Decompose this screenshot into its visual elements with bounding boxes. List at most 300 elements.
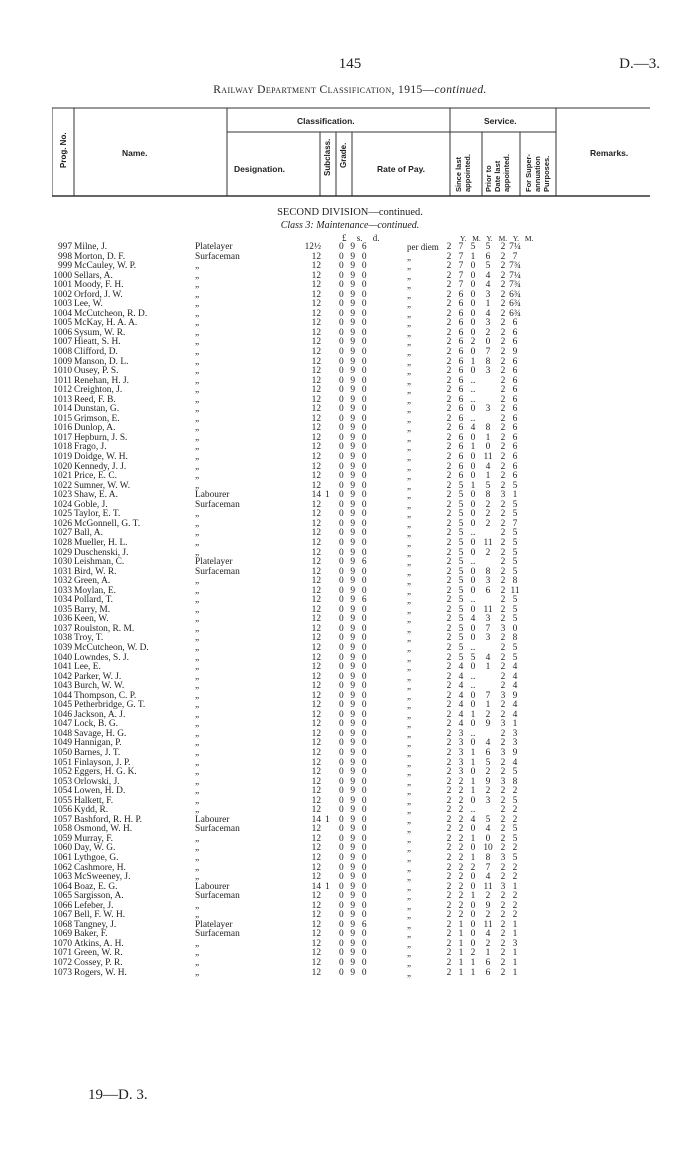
header-designation: Designation. bbox=[234, 164, 286, 174]
designation: „ bbox=[195, 738, 200, 749]
since-years: 2 bbox=[446, 843, 452, 854]
prog-no: 1052 bbox=[53, 767, 72, 778]
subclass: 14 bbox=[311, 814, 321, 825]
prog-no: 1050 bbox=[53, 747, 72, 758]
rate-of-pay: 0 9 0 bbox=[339, 394, 369, 405]
name: Bashford, R. H. P. bbox=[74, 814, 142, 825]
grade bbox=[325, 644, 339, 654]
rate-of-pay: 0 9 0 bbox=[339, 747, 369, 758]
since-years: 2 bbox=[446, 509, 452, 520]
subclass: 12 bbox=[311, 747, 321, 758]
grade bbox=[325, 405, 339, 415]
since-years: 2 bbox=[446, 413, 452, 424]
unit-years: Y. bbox=[460, 234, 467, 243]
name: Morton, D. F. bbox=[74, 251, 126, 262]
since-months: 4 bbox=[458, 662, 464, 673]
super-years: 2 bbox=[500, 452, 506, 463]
name: Green, A. bbox=[74, 576, 111, 587]
since-months: 6 bbox=[458, 461, 464, 472]
pay-period: „ bbox=[407, 385, 411, 396]
grade bbox=[325, 615, 339, 625]
prior-months: 1 bbox=[485, 700, 491, 711]
prior-years: 1 bbox=[470, 786, 476, 797]
grade bbox=[325, 358, 339, 368]
subclass: 12 bbox=[311, 461, 321, 472]
prior-years: 0 bbox=[470, 537, 476, 548]
subclass: 12 bbox=[311, 614, 321, 625]
since-years: 2 bbox=[446, 623, 452, 634]
prior-years: .. bbox=[470, 394, 476, 405]
subclass: 12 bbox=[311, 786, 321, 797]
header-service: Service. bbox=[484, 116, 517, 126]
grade bbox=[325, 692, 339, 702]
since-years: 2 bbox=[446, 709, 452, 720]
designation: „ bbox=[195, 537, 200, 548]
subclass: 12 bbox=[311, 929, 321, 940]
super-months: 2 bbox=[512, 843, 518, 854]
name: Frago, J. bbox=[74, 442, 107, 453]
pay-period: „ bbox=[407, 289, 411, 300]
pay-period: „ bbox=[407, 910, 411, 921]
super-years: 2 bbox=[500, 442, 506, 453]
since-years: 2 bbox=[446, 662, 452, 673]
since-years: 2 bbox=[446, 318, 452, 329]
rate-of-pay: 0 9 0 bbox=[339, 967, 369, 978]
since-months: 6 bbox=[458, 318, 464, 329]
super-years: 2 bbox=[500, 327, 506, 338]
page-title bbox=[0, 84, 700, 96]
header-prog-no: Prog. No. bbox=[59, 132, 68, 168]
designation: „ bbox=[195, 308, 200, 319]
super-years: 2 bbox=[500, 270, 506, 281]
since-months: 5 bbox=[458, 490, 464, 501]
grade bbox=[325, 864, 339, 874]
super-months: 1 bbox=[512, 719, 518, 730]
grade bbox=[325, 529, 339, 539]
grade bbox=[325, 300, 339, 310]
rate-of-pay: 0 9 0 bbox=[339, 366, 369, 377]
prog-no: 1044 bbox=[53, 690, 72, 701]
prior-months bbox=[479, 386, 497, 396]
prior-years: 1 bbox=[470, 776, 476, 787]
super-months: 4 bbox=[512, 671, 518, 682]
since-months: 1 bbox=[458, 967, 464, 978]
name: Grimson, E. bbox=[74, 413, 120, 424]
pay-period: „ bbox=[407, 452, 411, 463]
pay-period: „ bbox=[407, 347, 411, 358]
super-months: 5 bbox=[512, 824, 518, 835]
subclass: 12 bbox=[311, 700, 321, 711]
since-months: 6 bbox=[458, 356, 464, 367]
designation: „ bbox=[195, 585, 200, 596]
super-months: 4 bbox=[512, 700, 518, 711]
since-years: 2 bbox=[446, 576, 452, 587]
pay-period: „ bbox=[407, 862, 411, 873]
prog-no: 1004 bbox=[53, 308, 72, 319]
pay-period: „ bbox=[407, 480, 411, 491]
super-months: 2 bbox=[512, 786, 518, 797]
since-years: 2 bbox=[446, 557, 452, 568]
grade bbox=[325, 730, 339, 740]
super-months: 4 bbox=[512, 709, 518, 720]
super-months: 9 bbox=[512, 690, 518, 701]
designation: „ bbox=[195, 767, 200, 778]
prior-months: 1 bbox=[485, 471, 491, 482]
super-years: 2 bbox=[500, 604, 506, 615]
subclass: 12 bbox=[311, 308, 321, 319]
pay-period: „ bbox=[407, 805, 411, 816]
prog-no: 1072 bbox=[53, 958, 72, 969]
since-months: 2 bbox=[458, 824, 464, 835]
rate-of-pay: 0 9 0 bbox=[339, 480, 369, 491]
grade bbox=[325, 577, 339, 587]
name: Pollard, T. bbox=[74, 595, 113, 606]
super-years: 2 bbox=[500, 385, 506, 396]
prior-months: 4 bbox=[485, 270, 491, 281]
super-years: 2 bbox=[500, 614, 506, 625]
since-years: 2 bbox=[446, 337, 452, 348]
since-months: 2 bbox=[458, 833, 464, 844]
prog-no: 1017 bbox=[53, 432, 72, 443]
unit-years: Y. bbox=[486, 234, 493, 243]
prior-months: 2 bbox=[485, 910, 491, 921]
since-years: 2 bbox=[446, 308, 452, 319]
since-months: 6 bbox=[458, 394, 464, 405]
rate-of-pay: 0 9 0 bbox=[339, 347, 369, 358]
pay-period: „ bbox=[407, 528, 411, 539]
rate-of-pay: 0 9 0 bbox=[339, 337, 369, 348]
grade: 1 bbox=[325, 490, 330, 501]
pay-period: „ bbox=[407, 795, 411, 806]
rate-of-pay: 0 9 0 bbox=[339, 413, 369, 424]
name: Rogers, W. H. bbox=[74, 967, 127, 978]
super-months: 6 bbox=[512, 375, 518, 386]
since-months: 6 bbox=[458, 347, 464, 358]
super-years: 2 bbox=[500, 480, 506, 491]
prior-months: 11 bbox=[483, 452, 493, 463]
designation: Labourer bbox=[195, 490, 230, 501]
prior-years: 1 bbox=[470, 757, 476, 768]
super-years: 2 bbox=[500, 251, 506, 262]
pay-period: „ bbox=[407, 566, 411, 577]
super-years: 2 bbox=[500, 862, 506, 873]
subclass: 12 bbox=[311, 480, 321, 491]
name: Bird, W. R. bbox=[74, 566, 117, 577]
header-classification: Classification. bbox=[297, 116, 355, 126]
designation: Surfaceman bbox=[195, 251, 240, 262]
pay-period: „ bbox=[407, 327, 411, 338]
unit-months: M. bbox=[472, 234, 481, 243]
super-years: 2 bbox=[500, 337, 506, 348]
grade bbox=[325, 921, 339, 931]
prior-months: 4 bbox=[485, 461, 491, 472]
super-months: 2 bbox=[512, 814, 518, 825]
since-months: 2 bbox=[458, 862, 464, 873]
prior-years: .. bbox=[470, 642, 476, 653]
header-since-last: Since last appointed. bbox=[454, 154, 472, 192]
rate-of-pay: 0 9 0 bbox=[339, 385, 369, 396]
prog-no: 1073 bbox=[53, 967, 72, 978]
rate-of-pay: 0 9 0 bbox=[339, 452, 369, 463]
since-months: 2 bbox=[458, 795, 464, 806]
name: Eggers, H. G. K. bbox=[74, 767, 137, 778]
subclass: 12 bbox=[311, 757, 321, 768]
prior-years: 0 bbox=[470, 509, 476, 520]
pay-period: „ bbox=[407, 308, 411, 319]
grade bbox=[325, 768, 339, 778]
prior-years: 0 bbox=[470, 919, 476, 930]
prog-no: 1039 bbox=[53, 642, 72, 653]
pay-period: „ bbox=[407, 728, 411, 739]
super-years: 2 bbox=[500, 509, 506, 520]
designation: „ bbox=[195, 910, 200, 921]
rate-of-pay: 0 9 0 bbox=[339, 891, 369, 902]
since-years: 2 bbox=[446, 404, 452, 415]
super-years: 2 bbox=[500, 299, 506, 310]
prior-years: 0 bbox=[470, 690, 476, 701]
grade bbox=[325, 549, 339, 559]
since-months: 1 bbox=[458, 948, 464, 959]
designation: „ bbox=[195, 423, 200, 434]
designation: „ bbox=[195, 480, 200, 491]
super-months: 5 bbox=[512, 566, 518, 577]
grade bbox=[325, 930, 339, 940]
name: Lythgoe, G. bbox=[74, 853, 119, 863]
prior-years: .. bbox=[470, 557, 476, 568]
designation: „ bbox=[195, 289, 200, 300]
since-years: 2 bbox=[446, 690, 452, 701]
super-years: 2 bbox=[500, 394, 506, 405]
since-months: 3 bbox=[458, 757, 464, 768]
grade bbox=[325, 797, 339, 807]
prior-years: 0 bbox=[470, 461, 476, 472]
super-months: 1 bbox=[512, 919, 518, 930]
since-months: 6 bbox=[458, 471, 464, 482]
since-months: 5 bbox=[458, 480, 464, 491]
prog-no: 1014 bbox=[53, 404, 72, 415]
designation: „ bbox=[195, 747, 200, 758]
table-row bbox=[50, 969, 521, 979]
pay-period: per diem bbox=[407, 242, 439, 252]
super-years: 2 bbox=[500, 814, 506, 825]
prog-no: 1029 bbox=[53, 547, 72, 558]
super-years: 2 bbox=[500, 767, 506, 778]
subclass: 12 bbox=[311, 967, 321, 978]
since-months: 6 bbox=[458, 442, 464, 453]
grade bbox=[325, 720, 339, 730]
since-years: 2 bbox=[446, 452, 452, 463]
subclass: 12 bbox=[311, 776, 321, 787]
super-years: 3 bbox=[500, 719, 506, 730]
prior-months bbox=[479, 377, 497, 387]
designation: „ bbox=[195, 375, 200, 386]
rate-of-pay: 0 9 0 bbox=[339, 652, 369, 663]
prior-months: 3 bbox=[485, 576, 491, 587]
pay-period: „ bbox=[407, 786, 411, 797]
name: Roulston, R. M. bbox=[74, 623, 135, 634]
rate-of-pay: 0 9 0 bbox=[339, 929, 369, 940]
prior-months: 11 bbox=[483, 537, 493, 548]
designation: „ bbox=[195, 900, 200, 911]
prog-no: 1063 bbox=[53, 872, 72, 883]
subclass: 12 bbox=[311, 347, 321, 358]
subclass: 12 bbox=[311, 862, 321, 873]
name: Moody, F. H. bbox=[74, 280, 124, 291]
pay-period: „ bbox=[407, 881, 411, 892]
super-months: 11 bbox=[510, 585, 520, 596]
rate-of-pay: 0 9 0 bbox=[339, 881, 369, 892]
grade bbox=[325, 377, 339, 387]
super-months: 6 bbox=[512, 337, 518, 348]
prior-years: 0 bbox=[470, 404, 476, 415]
since-months: 4 bbox=[458, 700, 464, 711]
since-months: 6 bbox=[458, 413, 464, 424]
super-months: 8 bbox=[512, 633, 518, 644]
name: Doidge, W. H. bbox=[74, 452, 128, 463]
rate-of-pay: 0 9 0 bbox=[339, 318, 369, 329]
prior-months: 2 bbox=[485, 499, 491, 510]
pay-period: „ bbox=[407, 700, 411, 711]
super-months: 4 bbox=[512, 681, 518, 692]
prior-months: 3 bbox=[485, 795, 491, 806]
prog-no: 1059 bbox=[53, 833, 72, 844]
name: Murray, F. bbox=[74, 833, 113, 844]
pay-period: „ bbox=[407, 585, 411, 596]
super-years: 2 bbox=[500, 910, 506, 921]
since-months: 2 bbox=[458, 900, 464, 911]
designation: „ bbox=[195, 347, 200, 358]
super-months: 7 bbox=[512, 251, 518, 262]
super-years: 2 bbox=[500, 738, 506, 749]
prior-months: 10 bbox=[483, 843, 493, 854]
super-months: 6 bbox=[512, 423, 518, 434]
prog-no: 1041 bbox=[53, 662, 72, 673]
super-months: 7 bbox=[512, 518, 518, 529]
prior-months: 2 bbox=[485, 509, 491, 520]
prior-years: 4 bbox=[470, 423, 476, 434]
name: Keen, W. bbox=[74, 614, 109, 625]
name: Clifford, D. bbox=[74, 347, 118, 358]
rate-of-pay: 0 9 0 bbox=[339, 308, 369, 319]
prior-years: 0 bbox=[470, 910, 476, 921]
since-months: 6 bbox=[458, 299, 464, 310]
prog-no: 1062 bbox=[53, 862, 72, 873]
rate-of-pay: 0 9 0 bbox=[339, 499, 369, 510]
since-months: 7 bbox=[458, 242, 464, 252]
designation: Surfaceman bbox=[195, 499, 240, 510]
since-years: 2 bbox=[446, 347, 452, 358]
name: Renehan, H. J. bbox=[74, 375, 129, 386]
rate-of-pay: 0 9 0 bbox=[339, 623, 369, 634]
super-months: 7¾ bbox=[509, 280, 521, 291]
header-rate-of-pay: Rate of Pay. bbox=[377, 164, 426, 174]
super-years: 2 bbox=[500, 757, 506, 768]
rate-of-pay: 0 9 0 bbox=[339, 767, 369, 778]
designation: „ bbox=[195, 576, 200, 587]
super-months: 5 bbox=[512, 795, 518, 806]
since-months: 5 bbox=[458, 614, 464, 625]
grade bbox=[325, 596, 339, 606]
prior-months: 4 bbox=[485, 652, 491, 663]
grade bbox=[325, 959, 339, 969]
prior-years: 0 bbox=[470, 929, 476, 940]
rate-of-pay: 0 9 0 bbox=[339, 824, 369, 835]
super-months: 5 bbox=[512, 480, 518, 491]
prog-no: 1053 bbox=[53, 776, 72, 787]
designation: „ bbox=[195, 432, 200, 443]
page-number: 145 bbox=[338, 56, 362, 72]
since-years: 2 bbox=[446, 728, 452, 739]
designation: „ bbox=[195, 547, 200, 558]
prior-months: 8 bbox=[485, 853, 491, 863]
pay-period: „ bbox=[407, 366, 411, 377]
unit-months: M. bbox=[524, 234, 534, 243]
prog-no: 1010 bbox=[53, 366, 72, 377]
designation: „ bbox=[195, 299, 200, 310]
pay-period: „ bbox=[407, 251, 411, 262]
super-years: 2 bbox=[500, 356, 506, 367]
since-years: 2 bbox=[446, 814, 452, 825]
prior-years: 0 bbox=[470, 900, 476, 911]
designation: „ bbox=[195, 958, 200, 969]
rate-of-pay: 0 9 0 bbox=[339, 719, 369, 730]
designation: „ bbox=[195, 776, 200, 787]
designation: „ bbox=[195, 709, 200, 720]
rate-of-pay: 0 9 0 bbox=[339, 814, 369, 825]
name: Jackson, A. J. bbox=[74, 709, 126, 720]
since-years: 2 bbox=[446, 833, 452, 844]
pay-period: „ bbox=[407, 767, 411, 778]
since-years: 2 bbox=[446, 604, 452, 615]
designation: „ bbox=[195, 719, 200, 730]
prior-years: 0 bbox=[470, 299, 476, 310]
prior-months: 7 bbox=[485, 690, 491, 701]
since-years: 2 bbox=[446, 366, 452, 377]
designation: „ bbox=[195, 261, 200, 272]
designation: „ bbox=[195, 356, 200, 367]
subclass: 14 bbox=[311, 881, 321, 892]
prior-years: 2 bbox=[470, 862, 476, 873]
designation: „ bbox=[195, 700, 200, 711]
rate-of-pay: 0 9 0 bbox=[339, 509, 369, 520]
prog-no: 1008 bbox=[53, 347, 72, 358]
super-months: 7¼ bbox=[509, 242, 521, 252]
subclass: 12 bbox=[311, 576, 321, 587]
prog-no: 1015 bbox=[53, 413, 72, 424]
rate-of-pay: 0 9 0 bbox=[339, 728, 369, 739]
pay-period: „ bbox=[407, 375, 411, 386]
name: Bell, F. W. H. bbox=[74, 910, 126, 921]
pay-period: „ bbox=[407, 776, 411, 787]
rate-of-pay: 0 9 0 bbox=[339, 662, 369, 673]
name: Lee, E. bbox=[74, 662, 101, 673]
grade bbox=[325, 338, 339, 348]
prior-months: 4 bbox=[485, 738, 491, 749]
prog-no: 1026 bbox=[53, 518, 72, 529]
prior-months: 2 bbox=[485, 891, 491, 902]
super-years: 2 bbox=[500, 872, 506, 883]
pay-period: „ bbox=[407, 843, 411, 854]
prog-no: 1057 bbox=[53, 814, 72, 825]
name: Day, W. G. bbox=[74, 843, 116, 854]
super-years: 2 bbox=[500, 375, 506, 386]
since-months: 6 bbox=[458, 289, 464, 300]
grade bbox=[325, 663, 339, 673]
subclass: 12 bbox=[311, 642, 321, 653]
since-years: 2 bbox=[446, 652, 452, 663]
rate-of-pay: 0 9 0 bbox=[339, 261, 369, 272]
super-years: 3 bbox=[500, 853, 506, 863]
